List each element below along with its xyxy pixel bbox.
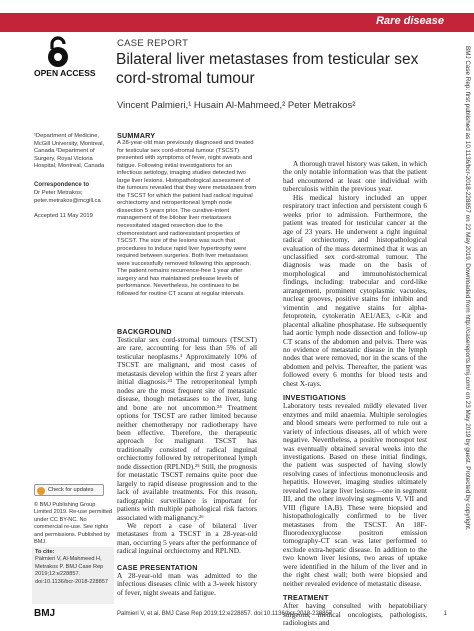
investigations-heading: INVESTIGATIONS [283,393,346,403]
footer-citation: Palmieri V, et al. BMJ Case Rep 2019;12:e228857. doi:10.1136/bcr-2018-228857 [117,611,333,617]
case-presentation-paragraph: A 28-year-old man was admitted to the infectious diseases clinic with a 3-week history of fever, night sweats and fatigue. [117,571,257,597]
bmj-logo: BMJ [34,608,56,619]
check-updates-button[interactable] [34,484,104,496]
affiliations: ¹Department of Medicine, McGill University, Montreal, Canada ²Department of Surgery, Royal Victoria Hospital, Montreal, Canada [34,133,105,170]
article-title: Bilateral liver metastases from testicular sex cord-stromal tumour [116,51,419,87]
case-presentation-heading: CASE PRESENTATION [117,563,198,572]
open-access-icon [38,36,78,68]
case-presentation-section [117,563,257,597]
summary-section [117,131,257,298]
background-heading: BACKGROUND [117,327,172,336]
background-section [117,327,257,556]
header-bar [0,13,474,32]
correspondence-heading: Correspondence to [34,182,90,188]
vertical-sidebar [464,46,474,616]
section-label: Rare disease [376,15,444,27]
cite-heading: To cite: [35,549,55,555]
investigations-paragraph: Laboratory tests revealed mildly elevated liver enzymes and mild anaemia. Multiple serologies and blood smears were performed to rule out a variety of infectious diseases, all of which were negative. Nevertheless, a positive monospot test was eventually obtained several weeks into the investigations. Based on these initial findings, the patient was suspected of having slowly resolving cases of infectious mononucleosis and hepatitis. However, imaging studies ultimately revealed two large liver lesions—one in segment III, and the other involving segments V, VII and VIII (figure 1A,B). These were biopsied and histopathologically confirmed to be liver metastases from the TSCST. An 18F-fluorodeoxyglucose positron emission tomography-CT scan was later performed to exclude extra-hepatic disease. In addition to the two known liver lesions, two areas of uptake were identified in the hilum of the liver and in the right chest wall; both were biopsied and neither revealed evidence of metastatic disease. [283,401,427,588]
cite-text: Palmieri V, Al-Mahmeed H, Metrakos P. BMJ Case Rep 2019;12:e228857. doi:10.1136/bcr-2018-228857 [35,556,108,585]
cite-box [32,547,114,604]
page-number: 1 [443,611,447,617]
open-access-label: OPEN ACCESS [34,68,96,78]
background-paragraph-2: We report a case of bilateral liver metastases from a TSCST in a 28-year-old man, occurring 5 years after the performance of radical inguinal orchiectomy and RPLND. [117,520,257,556]
license-text: © BMJ Publishing Group Limited 2019. Re-use permitted under CC BY-NC. No commercial re-use. See rights and permissions. Published by BMJ. [34,502,113,546]
right-paragraph-1: A thorough travel history was taken, in which the only notable information was that the patient had encountered at least one individual with tuberculosis within the previous year. [283,159,427,194]
background-paragraph-1: Testicular sex cord-stromal tumours (TSCST) are rare, accounting for less than 5% of all testicular neoplasms.¹ Approximately 10% of TSCST are malignant, and most cases of metastasis develop within the first 2 years after initial diagnosis.²³ The retroperitoneal lymph nodes are the most frequent site of metastatic disease, though metastases to the liver, lung and bone are not uncommon.²⁴ Treatment options for TSCST are rather limited because neither chemotherapy nor radiotherapy have been effective. Therefore, the therapeutic approach for malignant TSCST has traditionally consisted of radical inguinal orchiectomy followed by retroperitoneal lymph node dissection (RPLND).²⁵ Still, the prognosis for metastatic TSCST remains quite poor due largely to rapid disease progression and to the lack of available treatments. For this reason, radiographic surveillance is important for patients with multiple pathological risk factors associated with malignancy.²⁶ [117,335,257,522]
check-updates-icon [37,487,45,495]
right-column [283,160,427,628]
accepted-date: Accepted 11 May 2019 [34,213,93,219]
correspondence: Dr Peter Metrakos; peter.metrakos@mcgill.ca [34,190,101,204]
summary-text: A 28-year-old man previously diagnosed and treated for testicular sex cord-stromal tumour (TSCST) presented with symptoms of fever, night sweats and fatigue. Following initial investigations for an infectious aetiology, imaging studies detected two large liver lesions. Histopathological assessment of the tumours revealed that they were metastases from the TSCST for which the patient had radical inguinal orchiectomy and retroperitoneal lymph node dissection 5 years prior. The curative-intent management of the bilobar liver metastases necessitated staged resection due to the chemoresistant and radioresistant properties of TSCST. The size of the lesions was such that procedures to induce rapid liver hypertrophy were required between surgeries. Both liver metastases were successfully removed following this approach. The patient remains recurrence-free 1 year after surgery and has maintained preliease levels of performance. Nevertheless, he continues to be followed for routine CT scans at regular intervals. [117,140,257,297]
treatment-paragraph: After having consulted with hepatobiliary surgeons, medical oncologists, pathologists, radiologists and [283,601,427,628]
article-authors: Vincent Palmieri,¹ Husain Al-Mahmeed,² Peter Metrakos² [117,100,356,111]
summary-heading: SUMMARY [117,131,156,140]
article-type: CASE REPORT [117,38,189,49]
check-updates-label: Check for updates [48,487,94,493]
sidebar-text: BMJ Case Rep: first published as 10.1136/bcr-2018-228857 on 22 May 2019. Downloaded from http://casereports.bmj.com/ on 23 May 2019 by guest. Protected by copyright. [464,46,471,531]
right-paragraph-2: His medical history included an upper respiratory tract infection and persistent cough 6 weeks prior to admission. Furthermore, the patient was treated for testicular cancer at the age of 23 years. He underwent a right inguinal radical orchiectomy, and histopathological evaluation of the mass determined that it was an unclassified sex cord-stromal tumour. The diagnosis was made on the basis of morphological and immunohistochemical findings, including: trabecular and cord-like arrangement, prominent cytoplasmic vacuoles, nuclear grooves, positive stains for inhibin and vimentin and negative stains for alpha-fetoprotein, cytokeratin AE1/AE3, c-Kit and placental alkaline phosphatase. He subsequently had aortic lymph node dissection and follow-up CT scans of the abdomen and pelvis. There was no evidence of metastatic disease in the lymph nodes that were removed, nor in the scans of the abdomen and pelvis. Thereafter, the patient was followed every 6 months for blood tests and chest X-rays. [283,192,427,388]
treatment-heading: TREATMENT [283,593,329,603]
footer [117,611,447,617]
